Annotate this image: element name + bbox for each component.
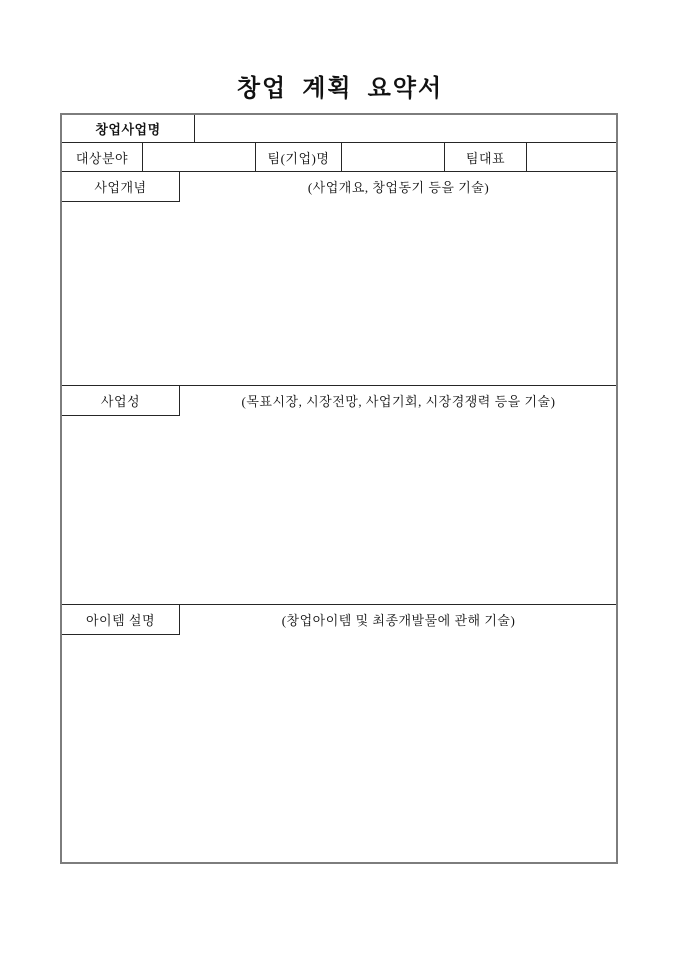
startup-plan-summary-form (60, 113, 618, 864)
item-description-hint: (창업아이템 및 최종개발물에 관해 기술) (281, 613, 516, 628)
team-leader-label: 팀대표 (445, 143, 527, 171)
target-field-input[interactable] (143, 143, 256, 171)
business-viability-hint: (목표시장, 시장전망, 사업기회, 시장경쟁력 등을 기술) (241, 394, 556, 409)
business-name-row (62, 115, 616, 143)
item-description-label: 아이템 설명 (62, 605, 180, 635)
team-leader-input[interactable] (527, 143, 616, 171)
page-title: 창업 계획 요약서 (236, 76, 444, 102)
team-name-label: 팀(기업)명 (256, 143, 342, 171)
section-business-viability (62, 385, 616, 604)
business-viability-content[interactable] (62, 417, 616, 604)
business-concept-label: 사업개념 (62, 172, 180, 202)
business-name-label: 창업사업명 (62, 115, 195, 142)
item-description-content[interactable] (62, 636, 616, 862)
business-concept-content[interactable] (62, 203, 616, 385)
section-business-concept (62, 172, 616, 385)
business-viability-label: 사업성 (62, 386, 180, 416)
team-info-row (62, 143, 616, 172)
team-name-input[interactable] (342, 143, 445, 171)
section-item-description (62, 604, 616, 862)
target-field-label: 대상분야 (62, 143, 143, 171)
business-name-field[interactable] (195, 115, 616, 142)
business-concept-hint: (사업개요, 창업동기 등을 기술) (307, 180, 490, 195)
